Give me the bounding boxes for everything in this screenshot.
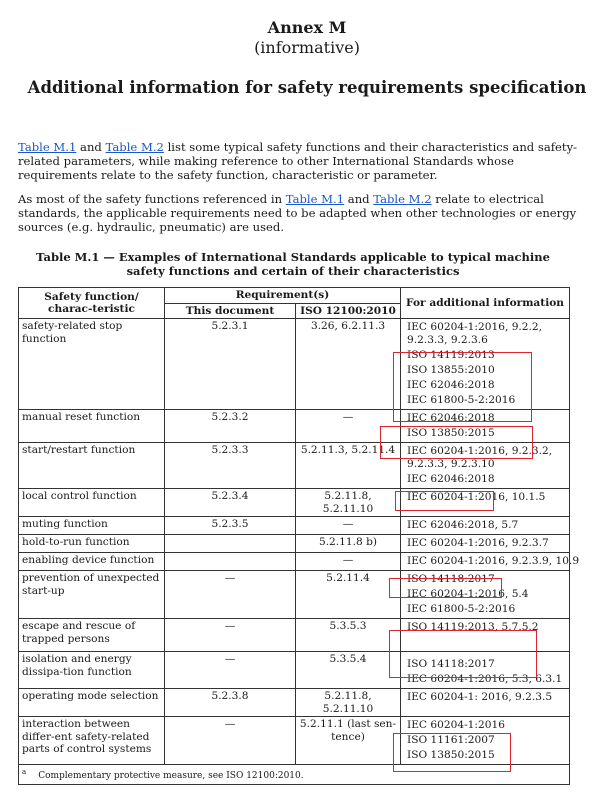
cell-this-document: — [165,571,296,619]
cell-this-document: — [165,619,296,652]
header-iso12100: ISO 12100:2010 [296,303,401,319]
info-line: IEC 62046:2018 [407,379,495,391]
highlight-box [393,352,532,422]
cell-function: operating mode selection [19,689,165,717]
cell-function: local control function [19,489,165,517]
table-row [19,535,570,553]
highlight-box [393,733,511,772]
table-m2-link[interactable]: Table M.2 [105,140,164,154]
footnote-mark: a [22,768,27,776]
cell-this-document: — [165,717,296,765]
cell-additional-info [401,535,570,553]
cell-this-document: 5.2.3.2 [165,410,296,443]
cell-additional-info [401,689,570,717]
cell-iso12100: 5.2.11.4 [296,571,401,619]
cell-iso12100: 5.2.11.3, 5.2.11.4 [296,443,401,489]
cell-function: interaction between differ-ent safety-related parts of control systems [19,717,165,765]
highlight-box [389,630,537,678]
cell-iso12100: 5.3.5.3 [296,619,401,652]
info-line: ISO 13850:2015 [407,427,495,439]
cell-function: manual reset function [19,410,165,443]
table-row [19,689,570,717]
annex-subtitle: (informative) [254,38,360,57]
info-line: IEC 62046:2018 [407,473,495,485]
cell-iso12100: 5.2.11.8, 5.2.11.10 [296,689,401,717]
cell-function: escape and rescue of trapped persons [19,619,165,652]
cell-iso12100: 5.2.11.8 b) [296,535,401,553]
cell-iso12100: 3.26, 6.2.11.3 [296,319,401,410]
cell-function: muting function [19,517,165,535]
cell-this-document: 5.2.3.8 [165,689,296,717]
info-line: IEC 60204-1:2016 [407,719,505,731]
highlight-box [380,426,533,459]
info-line: IEC 60204-1:2016, 9.2.3.2, 9.2.3.3, 9.2.3.10 [407,445,553,470]
info-line: ISO 14118:2017 [407,573,495,585]
cell-this-document [165,553,296,571]
header-this-document: This document [165,303,296,319]
cell-this-document [165,535,296,553]
cell-additional-info [401,553,580,571]
cell-iso12100: — [296,410,401,443]
info-line: IEC 62046:2018, 5.7 [407,519,519,531]
table-row [19,517,570,535]
cell-this-document: 5.2.3.3 [165,443,296,489]
header-function: Safety function/ charac-teristic [19,288,165,319]
table-row [19,553,570,571]
intro-paragraph-1: Table M.1 and Table M.2 list some typical safety functions and their characteristics and safety-related parameters, while making reference to other International Standards whose requirements relate to the safety function, characteristic or parameter. [18,140,578,182]
header-info: For additional information [401,288,570,319]
cell-function: hold-to-run function [19,535,165,553]
info-line: ISO 13855:2010 [407,364,495,376]
info-line: ISO 11161:2007 [407,734,495,746]
footnote-text: Complementary protective measure, see ISO 12100:2010. [38,771,304,781]
cell-iso12100: — [296,553,401,571]
info-line: IEC 60204-1:2016, 5.3, 6.3.1 [407,673,563,685]
cell-this-document: 5.2.3.4 [165,489,296,517]
info-line: IEC 61800-5-2:2016 [407,603,516,615]
info-line: ISO 13850:2015 [407,749,495,761]
table-m2-link-2[interactable]: Table M.2 [373,192,432,206]
info-line: IEC 60204-1:2016, 9.2.3.7 [407,537,549,549]
info-line: IEC 60204-1:2016, 9.2.2, 9.2.3.3, 9.2.3.6 [407,321,543,346]
cell-iso12100: 5.2.11.1 (last sen-tence) [296,717,401,765]
info-line: ISO 14119:2013 [407,349,495,361]
page-title: Additional information for safety requirements specification [27,78,587,97]
cell-iso12100: — [296,517,401,535]
info-line: ISO 14119:2013, 5.7.5.2 [407,621,539,633]
info-line: IEC 60204-1:2016, 10.1.5 [407,491,546,503]
info-line: IEC 62046:2018 [407,412,495,424]
cell-this-document: 5.2.3.1 [165,319,296,410]
cell-function: prevention of unexpected start-up [19,571,165,619]
info-line: IEC 61800-5-2:2016 [407,394,516,406]
table-caption: Table M.1 — Examples of International Standards applicable to typical machine safety functions and certain of their characteristics [36,250,550,278]
cell-function: start/restart function [19,443,165,489]
info-line: IEC 60204-1: 2016, 9.2.3.5 [407,691,553,703]
table-m1-link-2[interactable]: Table M.1 [285,192,345,206]
cell-this-document: 5.2.3.5 [165,517,296,535]
info-line: IEC 60204-1:2016, 9.2.3.9, 10.9 [407,555,580,567]
cell-iso12100: 5.3.5.4 [296,652,401,689]
header-requirements: Requirement(s) [165,288,401,304]
info-line: IEC 60204-1:2016, 5.4 [407,588,529,600]
highlight-box [389,578,502,598]
cell-function: isolation and energy dissipa-tion function [19,652,165,689]
cell-function: enabling device function [19,553,165,571]
highlight-box [395,491,494,511]
cell-iso12100: 5.2.11.8, 5.2.11.10 [296,489,401,517]
annex-title: Annex M [267,18,347,37]
cell-additional-info [401,517,570,535]
table-m1-link[interactable]: Table M.1 [18,140,77,154]
intro-paragraph-2: As most of the safety functions referenced in Table M.1 and Table M.2 relate to electrical standards, the applicable requirements need to be adapted when other technologies or energy sources (e.g. hydraulic, pneumatic) are used. [18,192,577,234]
cell-function: safety-related stop function [19,319,165,410]
info-line: ISO 14118:2017 [407,658,495,670]
cell-this-document: — [165,652,296,689]
